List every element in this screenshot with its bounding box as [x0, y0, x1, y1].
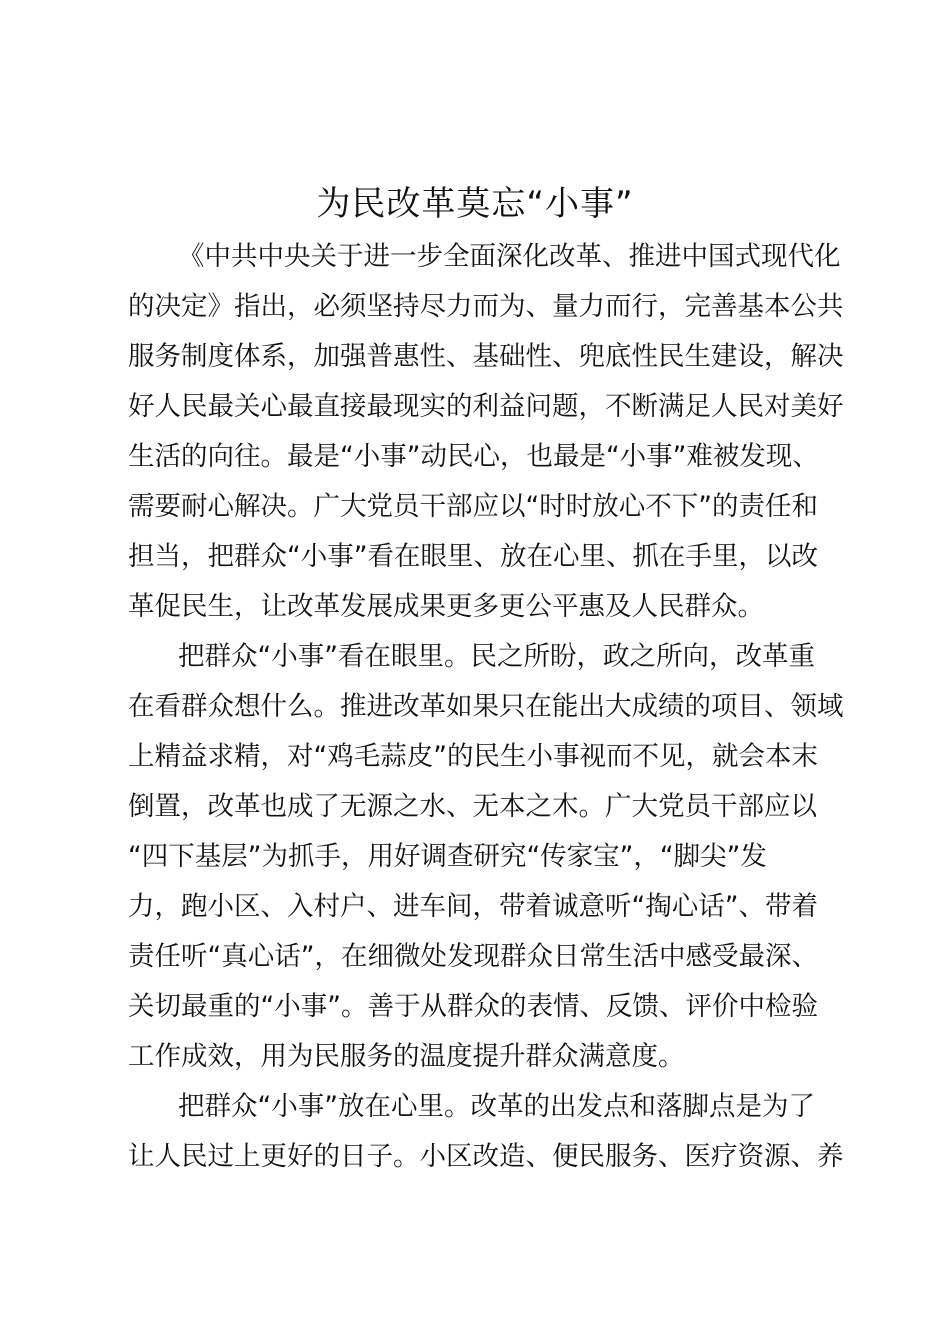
paragraph-line: 让人民过上更好的日子。小区改造、便民服务、医疗资源、养 [128, 1141, 844, 1172]
paragraph-line: 《中共中央关于进一步全面深化改革、推进中国式现代化 [178, 241, 841, 272]
paragraph-line: 关切最重的“小事”。善于从群众的表情、反馈、评价中检验 [128, 991, 818, 1022]
paragraph-line: 好人民最关心最直接最现实的利益问题，不断满足人民对美好 [128, 391, 844, 422]
paragraph-line: 在看群众想什么。推进改革如果只在能出大成绩的项目、领域 [128, 691, 844, 722]
paragraph-line: 责任听“真心话”，在细微处发现群众日常生活中感受最深、 [128, 941, 818, 972]
paragraph-line: 把群众“小事”看在眼里。民之所盼，政之所向，改革重 [178, 641, 815, 672]
paragraph-line: 革促民生，让改革发展成果更多更公平惠及人民群众。 [128, 591, 764, 622]
document-body [128, 232, 850, 1182]
paragraph-line: 工作成效，用为民服务的温度提升群众满意度。 [128, 1041, 685, 1072]
paragraph-line: 把群众“小事”放在心里。改革的出发点和落脚点是为了 [178, 1091, 815, 1122]
paragraph-line: 力，跑小区、入村户、进车间，带着诚意听“掏心话”、带着 [128, 891, 818, 922]
paragraph-line: 服务制度体系，加强普惠性、基础性、兜底性民生建设，解决 [128, 341, 844, 372]
document-title: 为民改革莫忘“小事” [316, 184, 634, 224]
paragraph-line: 倒置，改革也成了无源之水、无本之木。广大党员干部应以 [128, 791, 817, 822]
paragraph-line: 上精益求精，对“鸡毛蒜皮”的民生小事视而不见，就会本末 [128, 741, 818, 772]
paragraph-line: 生活的向往。最是“小事”动民心，也最是“小事”难被发现、 [128, 441, 819, 472]
paragraph-line: “四下基层”为抓手，用好调查研究“传家宝”，“脚尖”发 [128, 841, 767, 872]
paragraph-line: 担当，把群众“小事”看在眼里、放在心里、抓在手里，以改 [128, 541, 818, 572]
paragraph-line: 的决定》指出，必须坚持尽力而为、量力而行，完善基本公共 [128, 291, 844, 322]
paragraph-line: 需要耐心解决。广大党员干部应以“时时放心不下”的责任和 [128, 491, 818, 522]
